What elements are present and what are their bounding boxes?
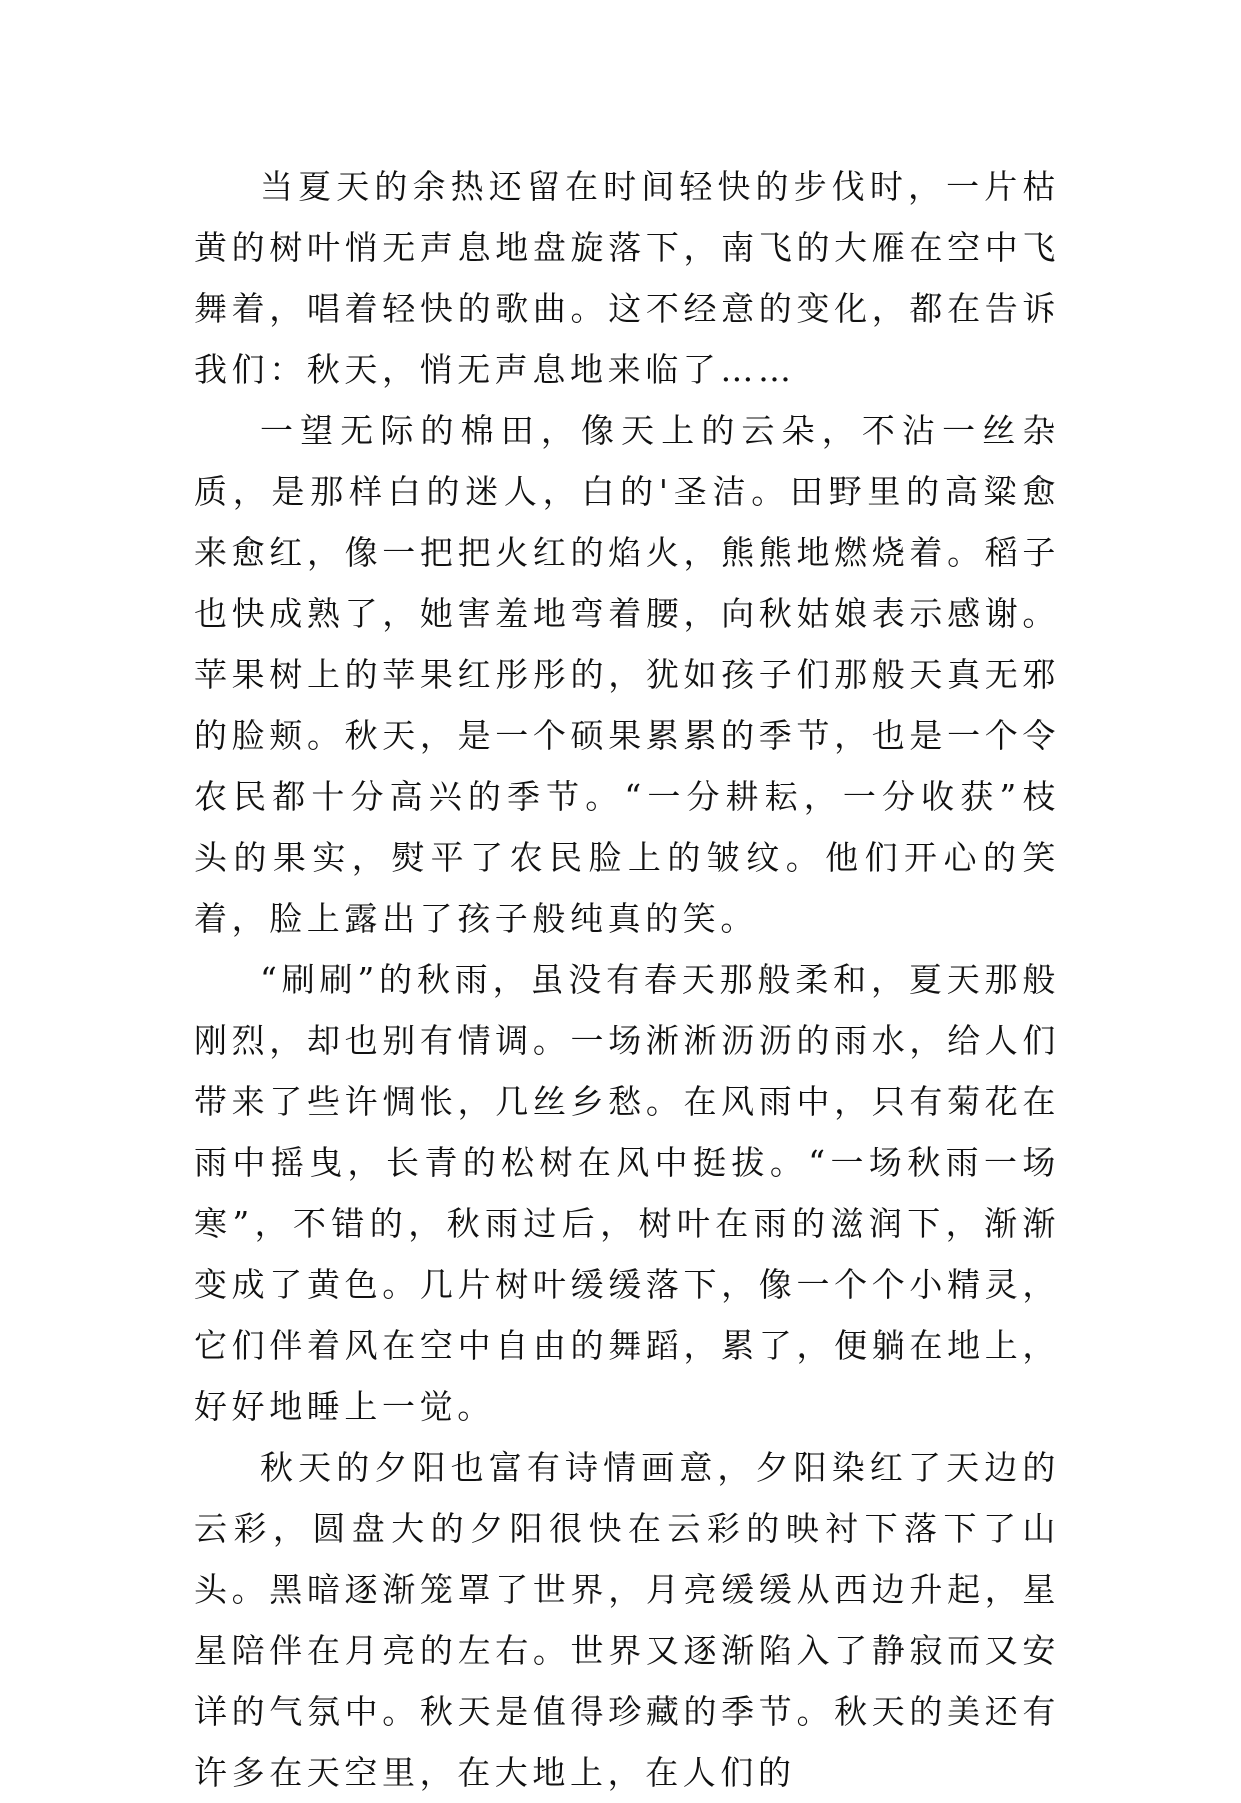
paragraph-autumn-rain: “刷刷”的秋雨，虽没有春天那般柔和，夏天那般刚烈，却也别有情调。一场淅淅沥沥的雨水，给人们带来了些许惆怅，几丝乡愁。在风雨中，只有菊花在雨中摇曳，长青的松树在风中挺拔。“一场秋雨一场寒”，不错的，秋雨过后，树叶在雨的滋润下，渐渐变成了黄色。几片树叶缓缓落下，像一个个小精灵，它们伴着风在空中自由的舞蹈，累了，便躺在地上，好好地睡上一觉。 (194, 960, 1060, 1426)
paragraph-harvest-fields: 一望无际的棉田，像天上的云朵，不沾一丝杂质，是那样白的迷人，白的'圣洁。田野里的高粱愈来愈红，像一把把火红的焰火，熊熊地燃烧着。稻子也快成熟了，她害羞地弯着腰，向秋姑娘表示感谢。苹果树上的苹果红彤彤的，犹如孩子们那般天真无邪的脸颊。秋天，是一个硕果累累的季节，也是一个令农民都十分高兴的季节。“一分耕耘，一分收获”枝头的果实，熨平了农民脸上的皱纹。他们开心的笑着，脸上露出了孩子般纯真的笑。 (194, 411, 1060, 938)
paragraph-autumn-sunset: 秋天的夕阳也富有诗情画意，夕阳染红了天边的云彩，圆盘大的夕阳很快在云彩的映衬下落下了山头。黑暗逐渐笼罩了世界，月亮缓缓从西边升起，星星陪伴在月亮的左右。世界又逐渐陷入了静寂而又安详的气氛中。秋天是值得珍藏的季节。秋天的美还有许多在天空里，在大地上，在人们的 (194, 1448, 1060, 1792)
document-body (194, 156, 1060, 1803)
paragraph-summer-to-autumn: 当夏天的余热还留在时间轻快的步伐时，一片枯黄的树叶悄无声息地盘旋落下，南飞的大雁在空中飞舞着，唱着轻快的歌曲。这不经意的变化，都在告诉我们：秋天，悄无声息地来临了…… (194, 167, 1060, 389)
